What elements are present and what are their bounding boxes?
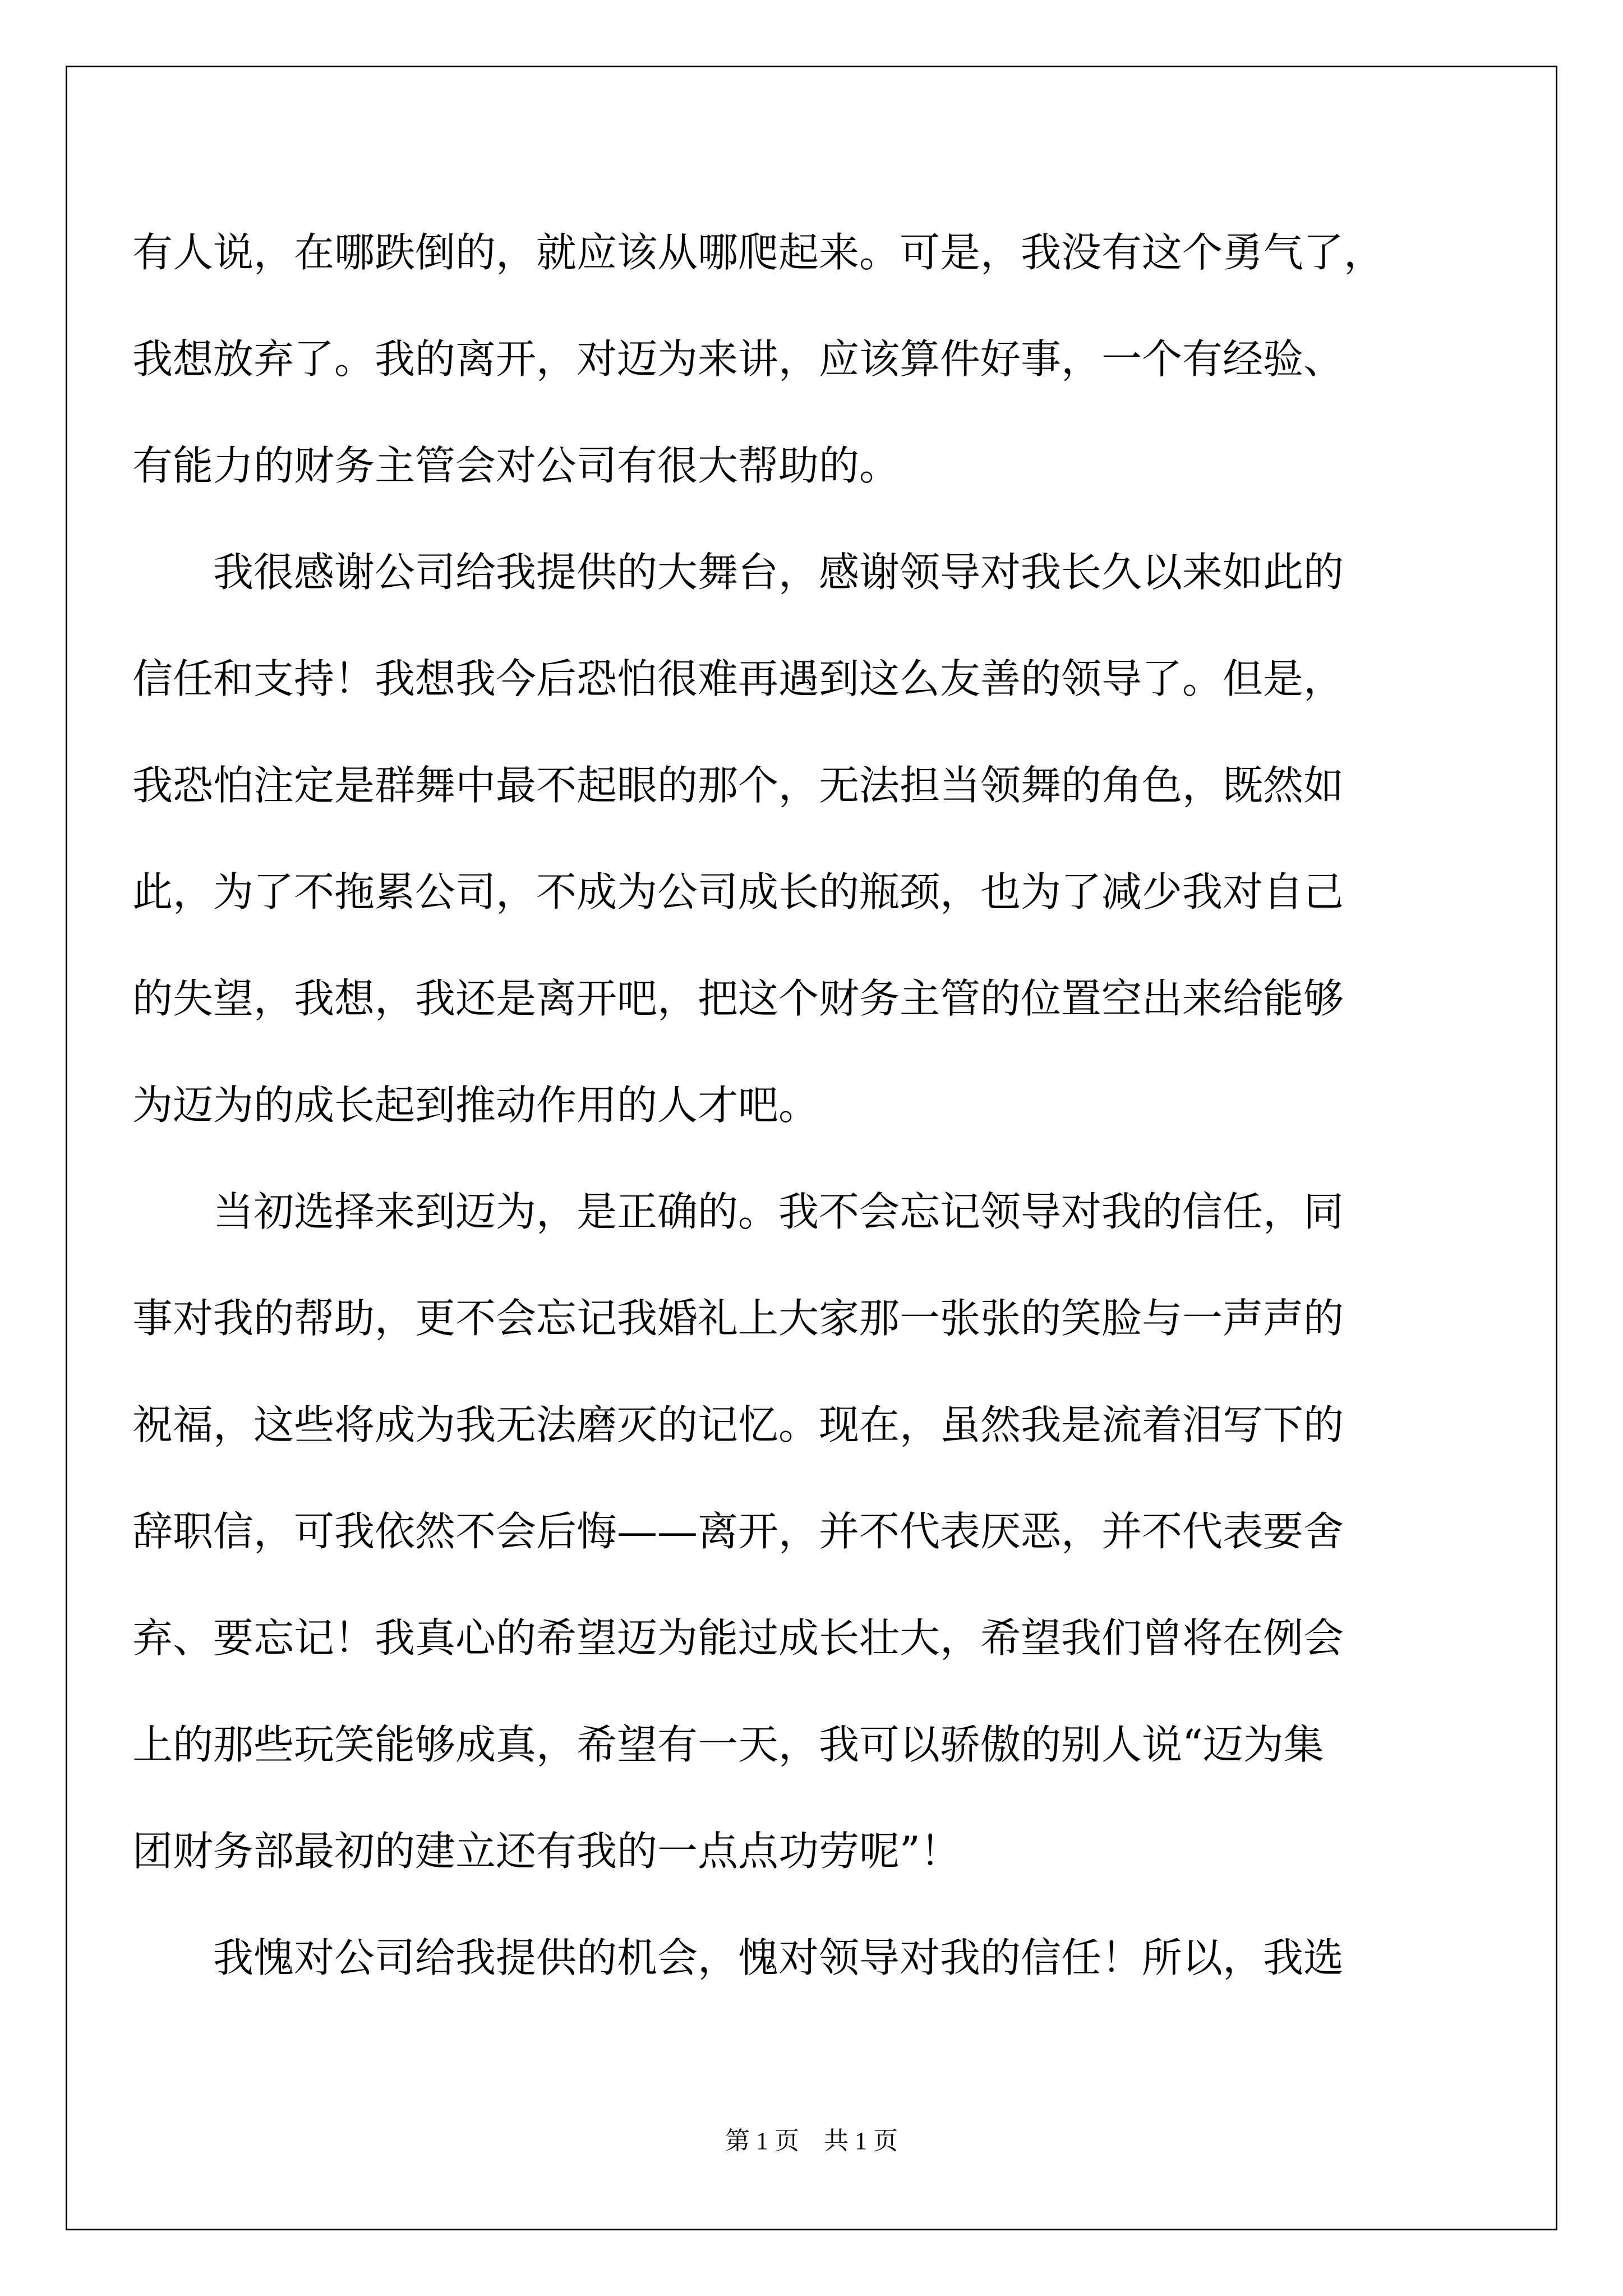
text-line: 为迈为的成长起到推动作用的人才吧。 <box>132 1082 819 1129</box>
text-line: 我想放弃了。我的离开，对迈为来讲，应该算件好事，一个有经验、 <box>132 335 1344 383</box>
text-line: 我愧对公司给我提供的机会，愧对领导对我的信任！所以，我选 <box>132 1934 1344 1981</box>
text-line: 辞职信，可我依然不会后悔——离开，并不代表厌恶，并不代表要舍 <box>132 1508 1344 1555</box>
page-number-footer: 第 1 页 共 1 页 <box>725 2127 898 2155</box>
text-line: 上的那些玩笑能够成真，希望有一天，我可以骄傲的别人说“迈为集 <box>132 1721 1324 1768</box>
text-line: 有人说，在哪跌倒的，就应该从哪爬起来。可是，我没有这个勇气了， <box>132 229 1385 276</box>
text-line: 信任和支持！我想我今后恐怕很难再遇到这么友善的领导了。但是， <box>132 655 1344 702</box>
text-line: 弃、要忘记！我真心的希望迈为能过成长壮大，希望我们曾将在例会 <box>132 1614 1344 1662</box>
text-line: 祝福，这些将成为我无法磨灭的记忆。现在，虽然我是流着泪写下的 <box>132 1401 1344 1448</box>
text-line: 我很感谢公司给我提供的大舞台，感谢领导对我长久以来如此的 <box>132 549 1344 596</box>
text-line: 我恐怕注定是群舞中最不起眼的那个，无法担当领舞的角色，既然如 <box>132 762 1344 809</box>
text-line: 的失望，我想，我还是离开吧，把这个财务主管的位置空出来给能够 <box>132 975 1344 1022</box>
text-line: 有能力的财务主管会对公司有很大帮助的。 <box>132 442 900 489</box>
text-line: 此，为了不拖累公司，不成为公司成长的瓶颈，也为了减少我对自己 <box>132 868 1344 915</box>
text-line: 团财务部最初的建立还有我的一点点功劳呢”！ <box>132 1828 961 1875</box>
text-line: 事对我的帮助，更不会忘记我婚礼上大家那一张张的笑脸与一声声的 <box>132 1295 1344 1342</box>
document-body <box>132 0 1433 2019</box>
text-line: 当初选择来到迈为，是正确的。我不会忘记领导对我的信任，同 <box>132 1188 1344 1235</box>
